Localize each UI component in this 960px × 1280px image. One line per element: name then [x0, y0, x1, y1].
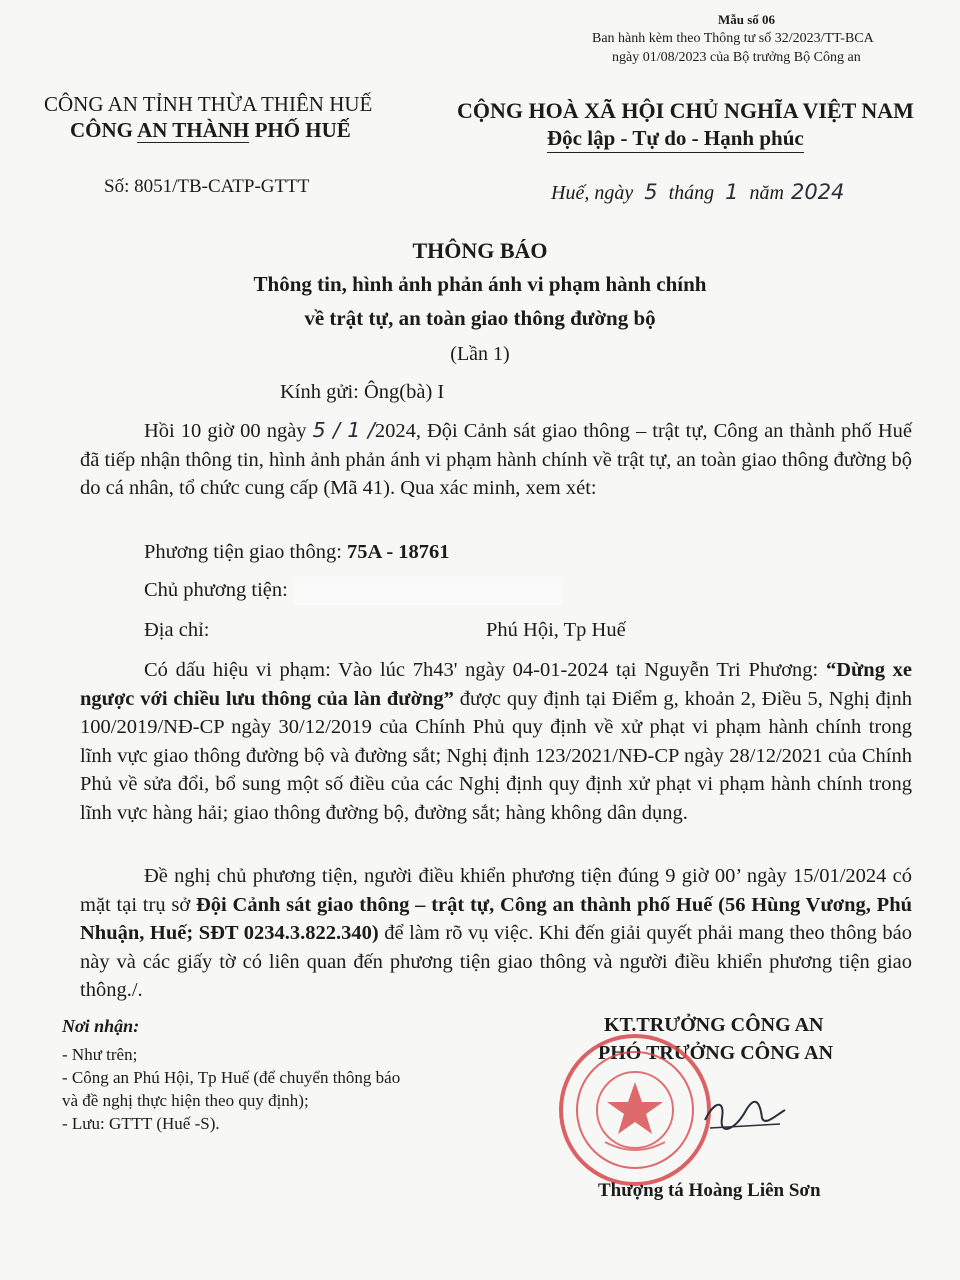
notice-round: (Lần 1): [450, 343, 510, 365]
recipient-line-3: và đề nghị thực hiện theo quy định);: [62, 1091, 309, 1110]
document-title: THÔNG BÁO: [412, 238, 548, 263]
handwritten-signature: [700, 1090, 790, 1140]
document-subtitle-2: về trật tự, an toàn giao thông đường bộ: [304, 306, 656, 330]
violation-description: “Dừng xe ngược với chiều lưu thông của làn đường”: [80, 659, 913, 710]
signer-name: Thượng tá Hoàng Liên Sơn: [598, 1180, 821, 1201]
form-note-line-2: ngày 01/08/2023 của Bộ trưởng Bộ Công an: [612, 50, 861, 65]
form-note-line-1: Ban hành kèm theo Thông tư số 32/2023/TT-BCA: [592, 31, 874, 46]
agency-parent: CÔNG AN TỈNH THỪA THIÊN HUẾ: [44, 92, 373, 116]
address-line: Địa chỉ:: [144, 619, 210, 641]
handwritten-year: 2024: [790, 180, 845, 204]
signature-title-1: KT.TRƯỞNG CÔNG AN: [604, 1014, 824, 1036]
document-subtitle-1: Thông tin, hình ảnh phản ánh vi phạm hành chính: [253, 272, 707, 296]
signature-title-2: PHÓ TRƯỞNG CÔNG AN: [598, 1042, 834, 1064]
official-seal-stamp: [555, 1030, 715, 1190]
recipient-line-4: - Lưu: GTTT (Huế -S).: [62, 1114, 220, 1133]
address-value: Phú Hội, Tp Huế: [486, 619, 626, 641]
issue-date: Huế, ngày 5 tháng 1 năm 2024: [551, 180, 850, 205]
paragraph-receipt: Hồi 10 giờ 00 ngày 5 / 1 /2024, Đội Cảnh sát giao thông – trật tự, Công an thành phố Huế đã tiếp nhận thông tin, hình ảnh phản ánh vi phạm hành chính về trật tự, an toàn giao thông đường bộ do cá nhân, tổ chức cung cấp (Mã 41). Qua xác minh, xem xét:: [80, 418, 912, 499]
handwritten-date: 5 / 1 /: [312, 418, 375, 442]
redacted-owner: [293, 577, 563, 605]
country-name: CỘNG HOÀ XÃ HỘI CHỦ NGHĨA VIỆT NAM: [457, 98, 914, 123]
agency-name: CÔNG AN THÀNH PHỐ HUẾ: [70, 118, 351, 142]
vehicle-line: Phương tiện giao thông: 75A - 18761: [144, 541, 450, 563]
addressee: Kính gửi: Ông(bà) I: [280, 381, 445, 403]
paragraph-violation: Có dấu hiệu vi phạm: Vào lúc 7h43' ngày 04-01-2024 tại Nguyễn Tri Phương: “Dừng xe ngược với chiều lưu thông của làn đường” được quy định tại Điểm g, khoản 2, Điều 5, Nghị định 100/2019/NĐ-CP ngày 30/12/2019 của Chính Phủ quy định về xử phạt vi phạm hành chính trong lĩnh vực giao thông đường bộ và đường sắt; Nghị định 123/2021/NĐ-CP ngày 28/12/2021 của Chính Phủ về sửa đổi, bổ sung một số điều của các Nghị định quy định xử phạt vi phạm hành chính trong lĩnh vực hàng hải; giao thông đường bộ, đường sắt; hàng không dân dụng.: [80, 659, 913, 824]
license-plate: 75A - 18761: [347, 541, 450, 563]
recipient-line-1: - Như trên;: [62, 1045, 138, 1064]
recipient-line-2: - Công an Phú Hội, Tp Huế (để chuyển thông báo: [62, 1068, 401, 1087]
form-number: Mẫu số 06: [718, 12, 776, 27]
recipients-title: Nơi nhận:: [62, 1016, 140, 1036]
owner-line: Chủ phương tiện:: [144, 576, 563, 605]
national-motto: Độc lập - Tự do - Hạnh phúc: [547, 126, 804, 153]
paragraph-summons: Đề nghị chủ phương tiện, người điều khiển phương tiện đúng 9 giờ 00’ ngày 15/01/2024 có mặt tại trụ sở Đội Cảnh sát giao thông – trật tự, Công an thành phố Huế (56 Hùng Vương, Phú Nhuận, Huế; SĐT 0234.3.822.340) để làm rõ vụ việc. Khi đến giải quyết phải mang theo thông báo này và các giấy tờ có liên quan đến phương tiện giao thông và người điều khiển phương tiện giao thông./.: [80, 865, 912, 1001]
handwritten-month: 1: [725, 180, 739, 204]
document-number: Số: 8051/TB-CATP-GTTT: [104, 176, 310, 197]
handwritten-day: 5: [644, 180, 658, 204]
summons-location: Đội Cảnh sát giao thông – trật tự, Công an thành phố Huế (56 Hùng Vương, Phú Nhuận, Huế; SĐT 0234.3.822.340): [80, 893, 912, 944]
